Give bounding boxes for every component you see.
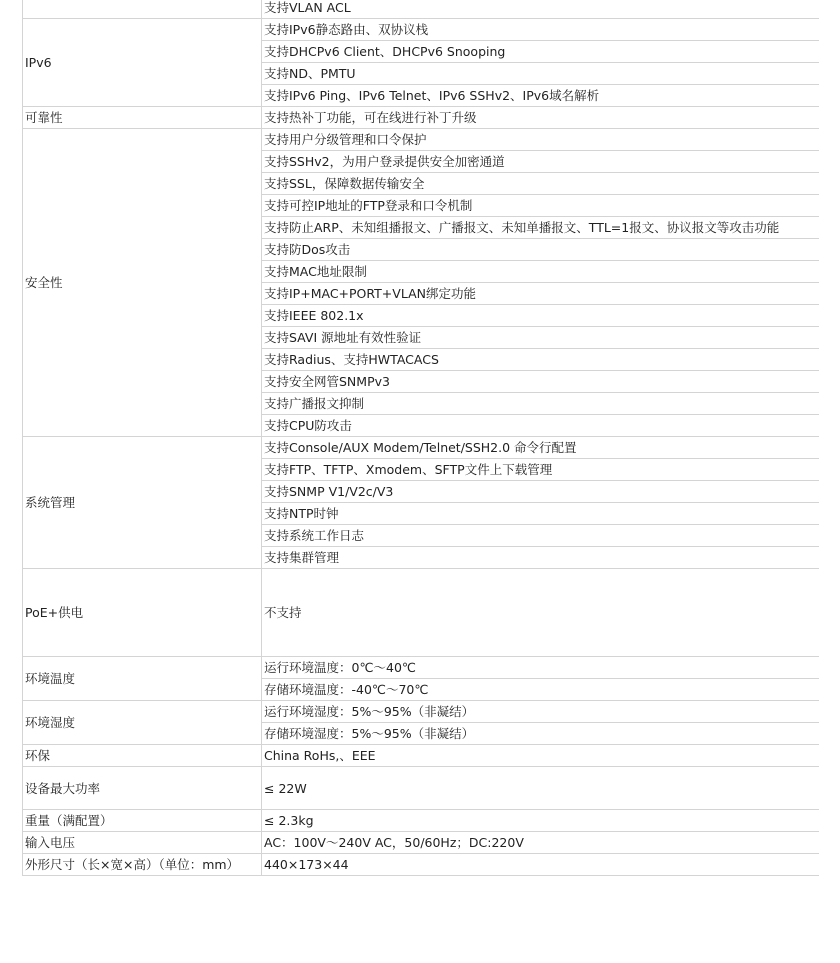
spec-value: 支持MAC地址限制: [262, 261, 820, 283]
spec-label: 环境湿度: [23, 701, 262, 745]
spec-value: 支持IEEE 802.1x: [262, 305, 820, 327]
table-row: [23, 701, 820, 723]
table-row: [23, 854, 820, 876]
table-row: [23, 657, 820, 679]
spec-value: 不支持: [262, 569, 820, 657]
spec-value: 支持用户分级管理和口令保护: [262, 129, 820, 151]
table-row: [23, 810, 820, 832]
table-row: [23, 107, 820, 129]
spec-value: 支持NTP时钟: [262, 503, 820, 525]
table-row: [23, 569, 820, 657]
spec-value: 支持安全网管SNMPv3: [262, 371, 820, 393]
spec-table-body: [23, 0, 820, 876]
spec-value: China RoHs,、EEE: [262, 745, 820, 767]
table-row: [23, 767, 820, 810]
spec-value: 支持热补丁功能，可在线进行补丁升级: [262, 107, 820, 129]
table-row: [23, 745, 820, 767]
spec-value: 支持集群管理: [262, 547, 820, 569]
spec-label: PoE+供电: [23, 569, 262, 657]
spec-value: 支持系统工作日志: [262, 525, 820, 547]
spec-label: 输入电压: [23, 832, 262, 854]
spec-value: 支持广播报文抑制: [262, 393, 820, 415]
spec-value: 支持ND、PMTU: [262, 63, 820, 85]
spec-value: 支持SAVI 源地址有效性验证: [262, 327, 820, 349]
spec-table: [22, 0, 819, 876]
spec-label: 外形尺寸（长×宽×高）（单位：mm）: [23, 854, 262, 876]
spec-value: AC：100V～240V AC，50/60Hz；DC:220V: [262, 832, 820, 854]
spec-value: 支持CPU防攻击: [262, 415, 820, 437]
spec-label: 安全性: [23, 129, 262, 437]
spec-value: 支持SSHv2，为用户登录提供安全加密通道: [262, 151, 820, 173]
spec-value: 存储环境温度：-40℃～70℃: [262, 679, 820, 701]
spec-value: 存储环境湿度：5%～95%（非凝结）: [262, 723, 820, 745]
spec-label: 可靠性: [23, 107, 262, 129]
spec-value: 支持IP+MAC+PORT+VLAN绑定功能: [262, 283, 820, 305]
spec-value: 440×173×44: [262, 854, 820, 876]
spec-value: 运行环境温度：0℃～40℃: [262, 657, 820, 679]
spec-value: 支持Radius、支持HWTACACS: [262, 349, 820, 371]
table-row: [23, 19, 820, 41]
spec-value: 支持IPv6静态路由、双协议栈: [262, 19, 820, 41]
spec-label: 环保: [23, 745, 262, 767]
spec-value: 支持可控IP地址的FTP登录和口令机制: [262, 195, 820, 217]
spec-value: ≤ 22W: [262, 767, 820, 810]
spec-value: 支持SSL，保障数据传输安全: [262, 173, 820, 195]
spec-label: 系统管理: [23, 437, 262, 569]
spec-value: 支持Console/AUX Modem/Telnet/SSH2.0 命令行配置: [262, 437, 820, 459]
spec-value: ≤ 2.3kg: [262, 810, 820, 832]
spec-value: 支持SNMP V1/V2c/V3: [262, 481, 820, 503]
spec-value: 支持防Dos攻击: [262, 239, 820, 261]
spec-value: 支持VLAN ACL: [262, 0, 820, 19]
spec-label: 环境温度: [23, 657, 262, 701]
spec-value: 支持FTP、TFTP、Xmodem、SFTP文件上下载管理: [262, 459, 820, 481]
table-row: [23, 129, 820, 151]
table-row: [23, 832, 820, 854]
spec-value: 支持DHCPv6 Client、DHCPv6 Snooping: [262, 41, 820, 63]
spec-value: 支持防止ARP、未知组播报文、广播报文、未知单播报文、TTL=1报文、协议报文等攻击功能: [262, 217, 820, 239]
table-row: [23, 437, 820, 459]
spec-label: [23, 0, 262, 19]
table-row: [23, 0, 820, 19]
spec-label: IPv6: [23, 19, 262, 107]
spec-label: 重量（满配置）: [23, 810, 262, 832]
spec-value: 运行环境湿度：5%～95%（非凝结）: [262, 701, 820, 723]
spec-value: 支持IPv6 Ping、IPv6 Telnet、IPv6 SSHv2、IPv6域名解析: [262, 85, 820, 107]
spec-label: 设备最大功率: [23, 767, 262, 810]
